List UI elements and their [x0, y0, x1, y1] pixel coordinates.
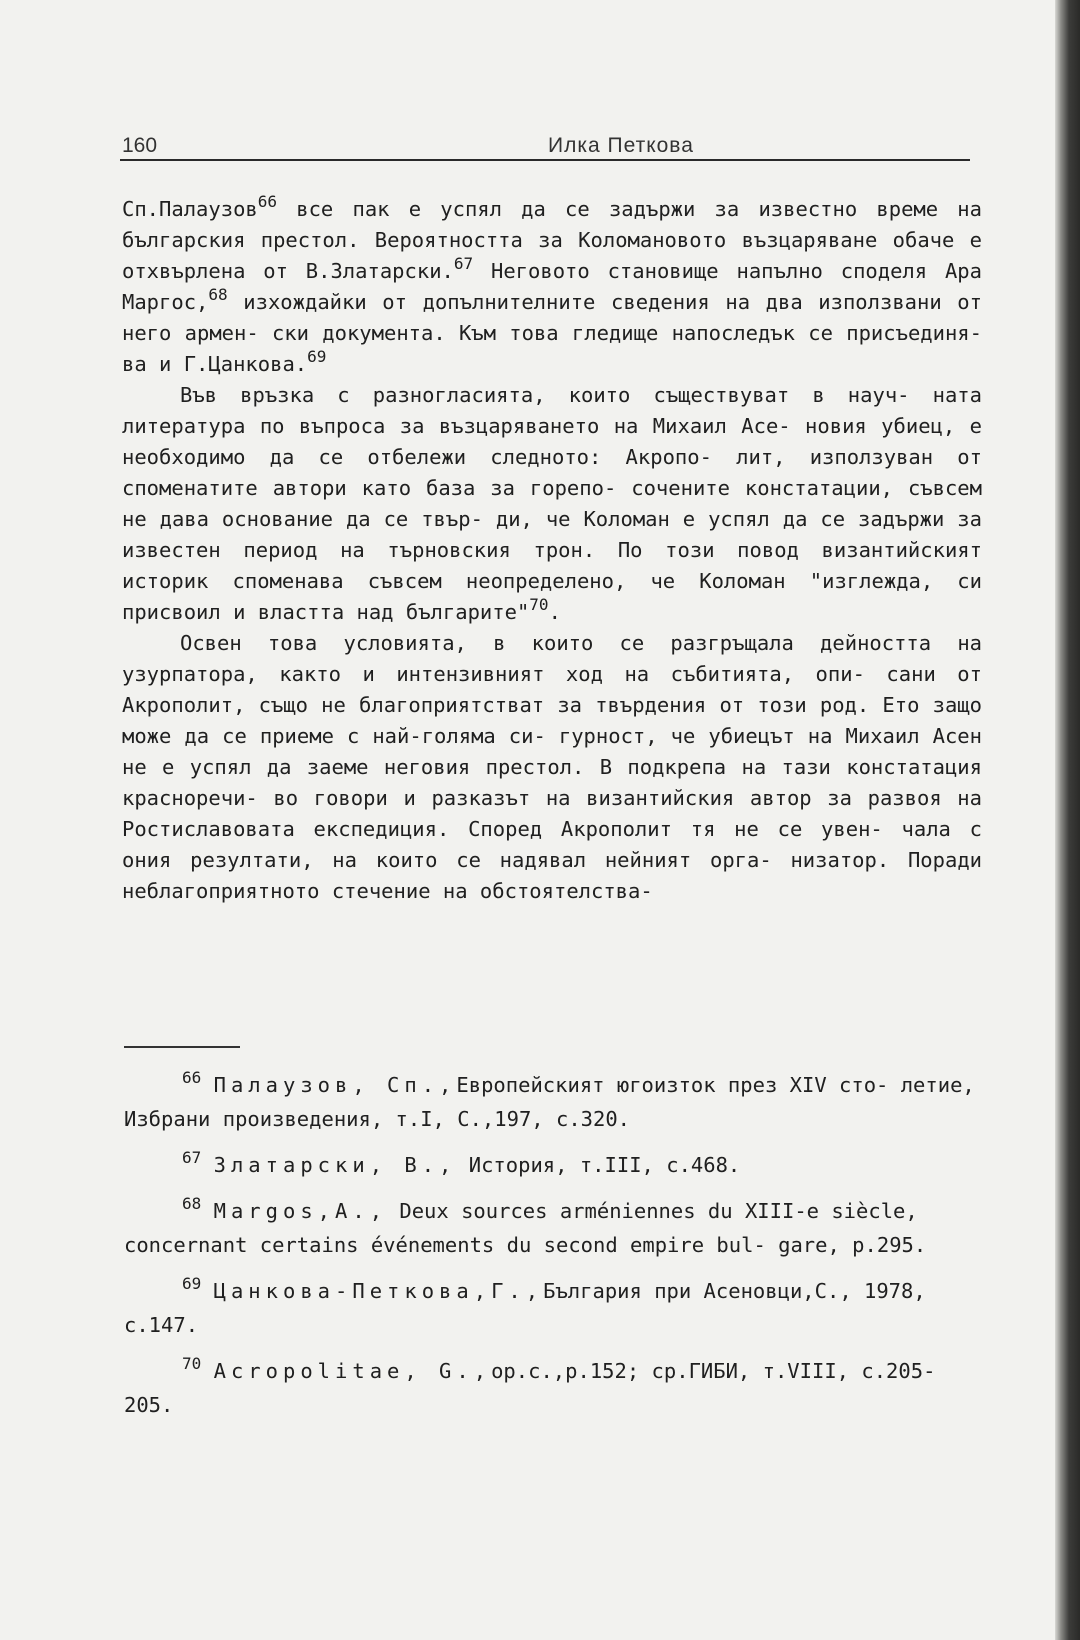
footnote-number: 69: [182, 1274, 202, 1293]
footnote-reference: 67: [453, 254, 474, 273]
footnote-text: История, т.III, с.468.: [456, 1153, 741, 1177]
paragraph-text: все пак е успял да се задържи за известно време на българския престол. Вероятността за Коломановото възцаряване обаче е отхвърлена от В.Златарски.: [122, 197, 982, 283]
footnote-number: 67: [182, 1148, 202, 1167]
footnote-separator: [124, 1046, 240, 1048]
footnote-number: 68: [182, 1194, 202, 1213]
footnote: [124, 1194, 984, 1262]
footnote-reference: 70: [529, 595, 549, 614]
footnotes: [124, 1068, 984, 1434]
footnote: [124, 1274, 984, 1342]
header-rule: [120, 159, 970, 161]
footnote-number: 66: [182, 1068, 202, 1087]
footnote-author: Цанкова-Петкова,Г.,: [213, 1279, 544, 1303]
footnote-text: Европейският югоизток през XIV сто- летие, Избрани произведения, т.I, С.,197, с.320.: [124, 1073, 975, 1131]
body-paragraph: [122, 628, 982, 907]
running-title-author: Илка Петкова: [548, 134, 694, 157]
footnote: [124, 1068, 984, 1136]
footnote: [124, 1148, 984, 1182]
footnote-reference: 68: [208, 285, 228, 304]
running-header: [120, 134, 970, 162]
footnote-text: Deux sources arméniennes du XIII-e siècle, concernant certains événements du second empire bul- gare, p.295.: [124, 1199, 927, 1257]
book-page-edge: [1055, 0, 1080, 1640]
footnote-number: 70: [182, 1354, 202, 1373]
footnote-author: Палаузов, Сп.,: [213, 1073, 457, 1097]
paragraph-text: Във връзка с разногласията, които съществуват в науч- ната литература по въпроса за възцаряването на Михаил Асе- новия убиец, е необходимо да се отбележи следното: Акропо- лит, използуван от споменатите автори като база за горепо- сочените констатации, съвсем не дава основание да се твър- ди, че Коломан е успял да се задържи за известен период на търновския трон. По този повод византийският историк споменава съвсем неопределено, че Коломан "изглежда, си присвоил и властта над българите": [122, 383, 982, 624]
footnote-author: Златарски, В.,: [213, 1153, 457, 1177]
footnote-reference: 66: [257, 192, 278, 211]
page-number: 160: [122, 134, 158, 157]
footnote: [124, 1354, 984, 1422]
main-text: [122, 194, 982, 907]
body-paragraph: [122, 194, 982, 380]
paragraph-text: изхождайки от допълнителните сведения на два използвани от него армен- ски документа. Към това гледище напоследък се присъединя- ва и Г.Цанкова.: [122, 290, 982, 376]
body-paragraph: [122, 380, 982, 628]
footnote-author: Acropolitae, G.,: [213, 1359, 492, 1383]
footnote-reference: 69: [307, 347, 327, 366]
footnote-author: Margos,A.,: [213, 1199, 388, 1223]
paragraph-text: Сп.Палаузов: [122, 197, 258, 221]
footnote-text: op.c.,p.152; ср.ГИБИ, т.VIII, с.205-205.: [124, 1359, 936, 1417]
paragraph-text: .: [548, 600, 561, 624]
paragraph-text: Неговото становище напълно споделя Ара Маргос,: [122, 259, 982, 314]
footnote-text: България при Асеновци,С., 1978, с.147.: [124, 1279, 926, 1337]
paragraph-text: Освен това условията, в които се разгръщала дейността на узурпатора, както и интензивният ход на събитията, опи- сани от Акрополит, също не благоприятстват за твърдения от този род. Ето защо може да се приеме с най-голяма си- гурност, че убиецът на Михаил Асен не е успял да заеме неговия престол. В подкрепа на тази констатация красноречи- во говори и разказът на византийския автор за развоя на Ростиславовата експедиция. Според Акрополит тя не се увен- чала с ония резултати, на които се надявал нейният орга- низатор. Поради неблагоприятното стечение на обстоятелства-: [122, 631, 982, 903]
